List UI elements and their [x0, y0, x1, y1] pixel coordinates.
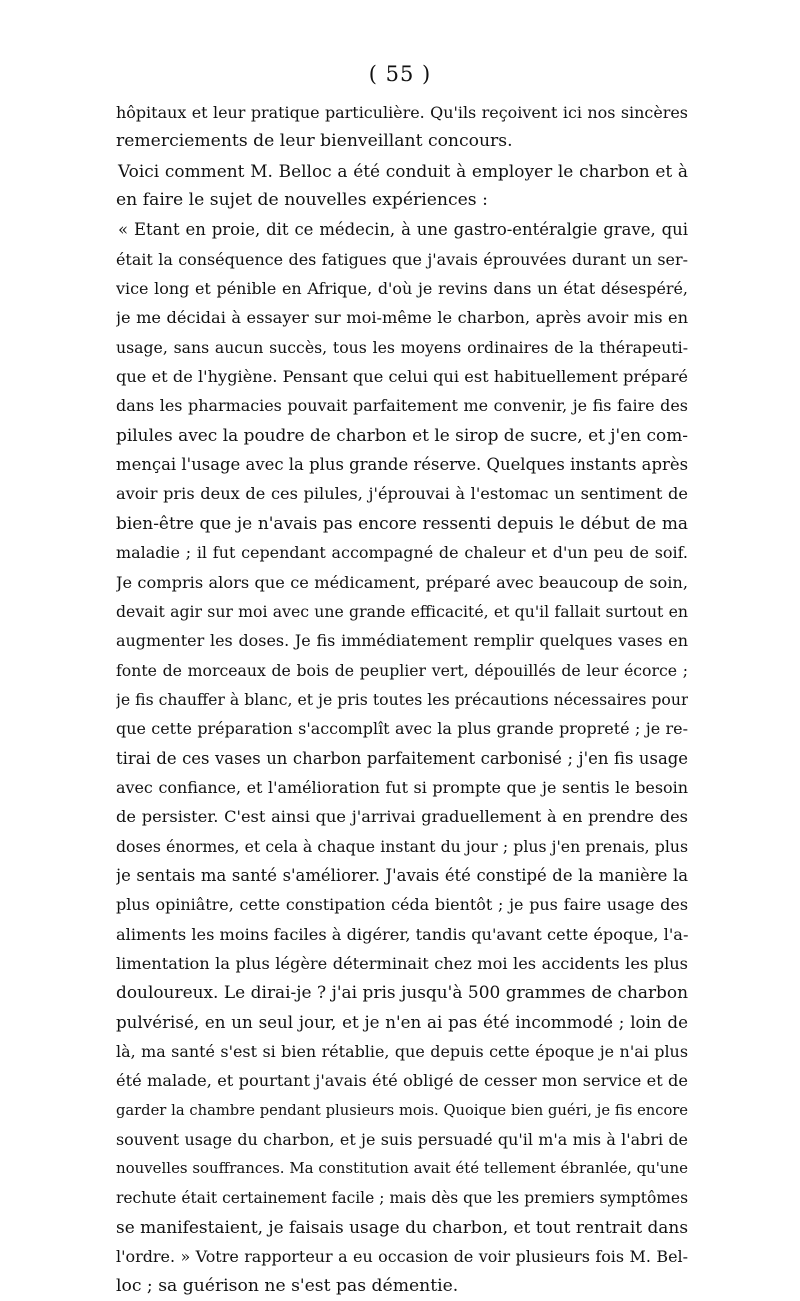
text-line: plus opiniâtre, cette constipation céda bientôt ; je pus faire usage des [116, 895, 688, 915]
text-line: là, ma santé s'est si bien rétablie, que depuis cette époque je n'ai plus [116, 1042, 688, 1061]
text-line: avoir pris deux de ces pilules, j'éprouvai à l'estomac un sentiment de [116, 484, 688, 504]
text-line: que et de l'hygiène. Pensant que celui qui est habituellement préparé [116, 367, 688, 387]
text-line: je me décidai à essayer sur moi-même le charbon, après avoir mis en [116, 308, 688, 328]
text-line: vice long et pénible en Afrique, d'où je revins dans un état désespéré, [116, 279, 688, 299]
text-line: bien-être que je n'avais pas encore ressenti depuis le début de ma [116, 512, 688, 533]
text-line: augmenter les doses. Je fis immédiatement remplir quelques vases en [116, 631, 688, 651]
text-line: se manifestaient, je faisais usage du charbon, et tout rentrait dans [116, 1217, 688, 1238]
text-line: mençai l'usage avec la plus grande réserve. Quelques instants après [116, 455, 688, 475]
text-line: je fis chauffer à blanc, et je pris toutes les précautions nécessaires pour [116, 689, 688, 709]
text-line: loc ; sa guérison ne s'est pas démentie. [116, 1275, 459, 1296]
text-line: usage, sans aucun succès, tous les moyens ordinaires de la thérapeuti- [116, 337, 688, 357]
body-text [116, 98, 688, 1301]
text-line: était la conséquence des fatigues que j'avais éprouvées durant un ser- [116, 249, 688, 269]
text-line: en faire le sujet de nouvelles expériences : [116, 190, 488, 211]
text-line: douloureux. Le dirai-je ? j'ai pris jusqu'à 500 grammes de charbon [116, 982, 688, 1003]
text-line: pilules avec la poudre de charbon et le sirop de sucre, et j'en com- [116, 424, 688, 445]
text-line: fonte de morceaux de bois de peuplier vert, dépouillés de leur écorce ; [116, 660, 688, 680]
text-line: doses énormes, et cela à chaque instant du jour ; plus j'en prenais, plus [116, 836, 688, 856]
paragraph-start-line: Voici comment M. Belloc a été conduit à employer le charbon et à [118, 160, 688, 181]
text-line: dans les pharmacies pouvait parfaitement me convenir, je fis faire des [116, 396, 688, 416]
text-line: été malade, et pourtant j'avais été obligé de cesser mon service et de [116, 1071, 688, 1091]
text-line: je sentais ma santé s'améliorer. J'avais été constipé de la manière la [116, 865, 688, 885]
text-line: aliments les moins faciles à digérer, tandis qu'avant cette époque, l'a- [116, 924, 688, 944]
page-number: ( 55 ) [368, 62, 432, 86]
text-line: tirai de ces vases un charbon parfaitement carbonisé ; j'en fis usage [116, 748, 688, 768]
text-line: que cette préparation s'accomplît avec la plus grande propreté ; je re- [116, 719, 688, 739]
text-line: maladie ; il fut cependant accompagné de chaleur et d'un peu de soif. [116, 543, 688, 563]
text-line: avec confiance, et l'amélioration fut si prompte que je sentis le besoin [116, 777, 688, 797]
text-line: remerciements de leur bienveillant concours. [116, 131, 513, 152]
text-line: nouvelles souffrances. Ma constitution avait été tellement ébranlée, qu'une [116, 1159, 688, 1178]
text-line: de persister. C'est ainsi que j'arrivai graduellement à en prendre des [116, 807, 688, 827]
text-line: limentation la plus légère déterminait chez moi les accidents les plus [116, 953, 688, 973]
text-line: pulvérisé, en un seul jour, et je n'en ai pas été incommodé ; loin de [116, 1011, 688, 1032]
text-line: rechute était certainement facile ; mais dès que les premiers symptômes [116, 1188, 688, 1207]
text-line: souvent usage du charbon, et je suis persuadé qu'il m'a mis à l'abri de [116, 1130, 688, 1150]
text-line: devait agir sur moi avec une grande efficacité, et qu'il fallait surtout en [116, 601, 688, 621]
text-line: Je compris alors que ce médicament, préparé avec beaucoup de soin, [116, 572, 688, 592]
text-line: hôpitaux et leur pratique particulière. Qu'ils reçoivent ici nos sincères [116, 103, 688, 122]
quote-start-line: « Etant en proie, dit ce médecin, à une gastro-entéralgie grave, qui [118, 220, 688, 240]
text-line: garder la chambre pendant plusieurs mois. Quoique bien guéri, je fis encore [116, 1101, 688, 1119]
text-line: l'ordre. » Votre rapporteur a eu occasion de voir plusieurs fois M. Bel- [116, 1247, 688, 1267]
